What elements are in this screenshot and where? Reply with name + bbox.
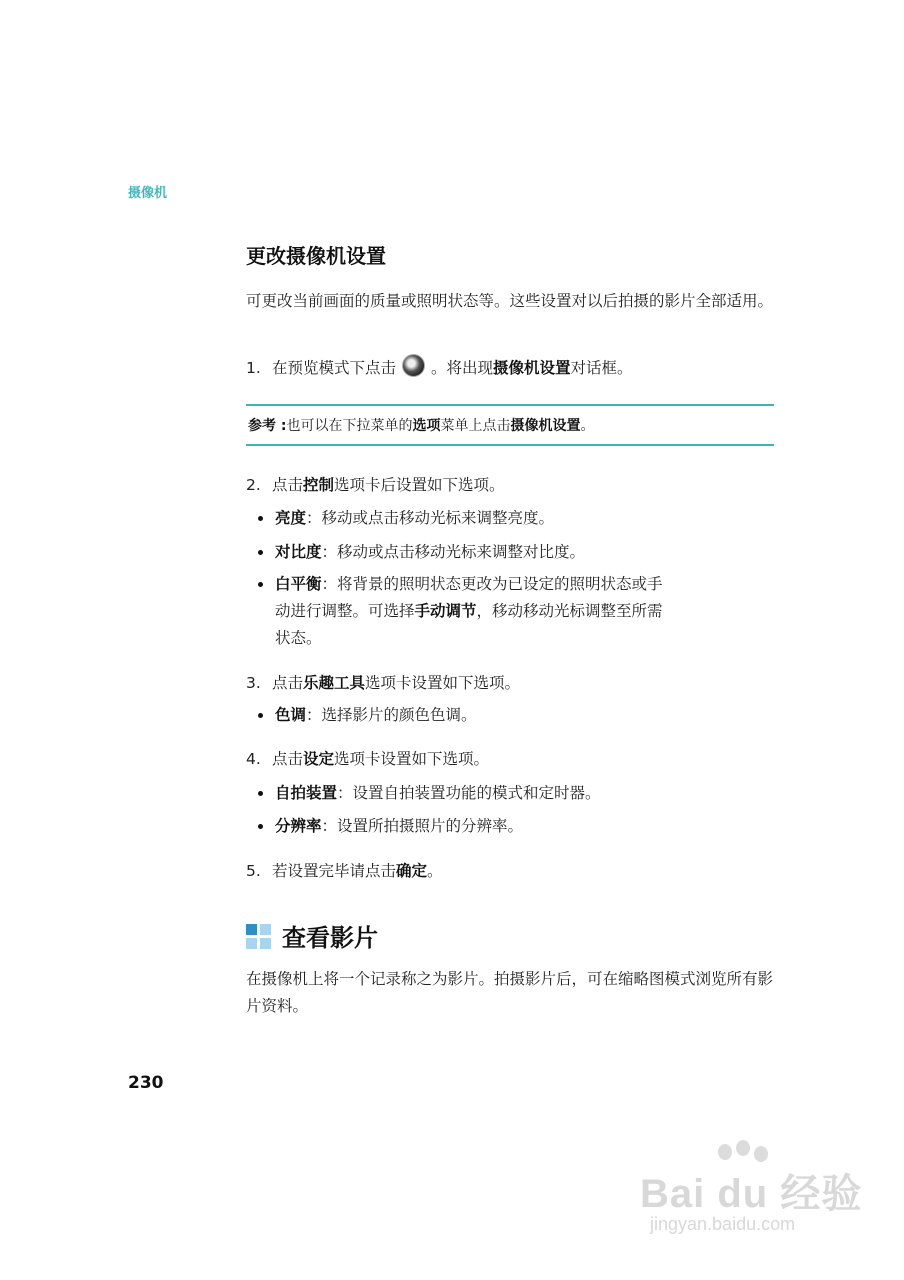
step-number: 3.: [246, 674, 261, 692]
item-term: 亮度: [275, 509, 307, 527]
step-text: 若设置完毕请点击: [272, 862, 397, 880]
step-bold: 摄像机设置: [493, 359, 571, 377]
step-bold: 确定: [396, 862, 428, 880]
list-item: [275, 702, 775, 729]
step-text: 点击: [272, 750, 304, 768]
bullet-icon: [258, 713, 263, 718]
step-bold: 设定: [303, 750, 335, 768]
step-bold: 控制: [303, 476, 335, 494]
running-header: 摄像机: [128, 186, 168, 201]
page-number: 230: [128, 1073, 164, 1093]
section-body: 在摄像机上将一个记录称之为影片。拍摄影片后，可在缩略图模式浏览所有影片资料。: [246, 970, 774, 1015]
step-text: 对话框。: [570, 359, 633, 377]
list-item: [275, 539, 775, 566]
step-text: 。将出现: [431, 359, 494, 377]
note-segment: 也可以在下拉菜单的: [286, 418, 413, 434]
bullet-icon: [258, 582, 263, 587]
step-text: 点击: [272, 674, 304, 692]
step-text: 选项卡设置如下选项。: [365, 674, 521, 692]
step-text: 。: [427, 862, 443, 880]
note-segment: 菜单上点击: [440, 418, 511, 434]
step-4: [246, 746, 786, 773]
note-label: 参考 :: [248, 418, 287, 434]
item-term: 分辨率: [275, 817, 322, 835]
paw-icon: [736, 1140, 750, 1156]
item-term: 白平衡: [275, 575, 322, 593]
watermark: [640, 1140, 870, 1250]
section-title: 查看影片: [282, 924, 378, 952]
step-5: [246, 858, 786, 885]
step-number: 2.: [246, 476, 261, 494]
step-text: 选项卡设置如下选项。: [334, 750, 490, 768]
list-item: [275, 780, 775, 807]
paw-icon: [718, 1144, 732, 1160]
step-3: [246, 670, 786, 697]
list-item: [275, 571, 775, 652]
bullet-icon: [258, 824, 263, 829]
watermark-brand: Bai du 经验: [640, 1172, 863, 1216]
item-text: ：设置自拍装置功能的模式和定时器。: [337, 784, 601, 802]
settings-circle-icon: [402, 354, 425, 377]
item-text: ：选择影片的颜色色调。: [306, 706, 477, 724]
watermark-url: jingyan.baidu.com: [650, 1214, 796, 1234]
step-2: [246, 472, 786, 499]
item-bold: 手动调节: [414, 602, 477, 620]
item-text: 状态。: [275, 629, 322, 647]
list-item: [275, 505, 775, 532]
item-text: ：设置所拍摄照片的分辨率。: [321, 817, 524, 835]
step-text: 点击: [272, 476, 304, 494]
step-bold: 乐趣工具: [303, 674, 366, 692]
bullet-icon: [258, 516, 263, 521]
note-bold: 摄像机设置: [510, 418, 581, 434]
step-number: 1.: [246, 359, 261, 377]
page-heading: 更改摄像机设置: [246, 244, 386, 268]
paw-icon: [754, 1146, 768, 1162]
bullet-icon: [258, 791, 263, 796]
note-text: [248, 415, 594, 435]
step-1: [246, 354, 786, 382]
item-term: 自拍装置: [275, 784, 338, 802]
step-text: 选项卡后设置如下选项。: [334, 476, 505, 494]
step-number: 5.: [246, 862, 261, 880]
item-text: ，移动移动光标调整至所需: [476, 602, 663, 620]
item-text: ：移动或点击移动光标来调整亮度。: [306, 509, 555, 527]
note-box: [246, 404, 774, 446]
note-segment: 。: [580, 418, 595, 434]
step-number: 4.: [246, 750, 261, 768]
note-bold: 选项: [412, 418, 441, 434]
item-text: ：将背景的照明状态更改为已设定的照明状态或手: [321, 575, 663, 593]
item-text: ：移动或点击移动光标来调整对比度。: [321, 543, 586, 561]
intro-paragraph: 可更改当前画面的质量或照明状态等。这些设置对以后拍摄的影片全部适用。: [246, 292, 774, 310]
item-term: 色调: [275, 706, 307, 724]
section-squares-icon: [246, 924, 272, 950]
item-term: 对比度: [275, 543, 322, 561]
item-text: 动进行调整。可选择: [275, 602, 415, 620]
bullet-icon: [258, 550, 263, 555]
list-item: [275, 813, 775, 840]
step-text: 在预览模式下点击: [272, 359, 397, 377]
